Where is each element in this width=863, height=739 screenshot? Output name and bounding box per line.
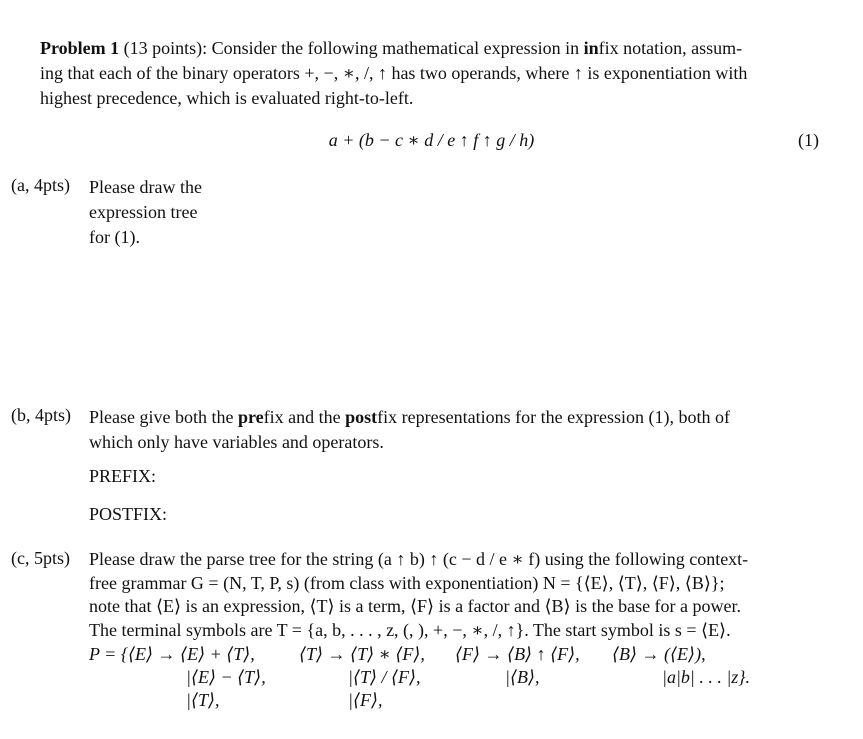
part-c-line-4: The terminal symbols are T = {a, b, . . . , z, (, ), +, −, ∗, /, ↑}. The start symbol is s = ⟨E⟩. (89, 619, 731, 640)
intro-text-fix: fix notation, assum- (598, 38, 743, 58)
part-a-line-3: for (1). (89, 227, 140, 247)
intro-line-2: ing that each of the binary operators +, −, ∗, /, ↑ has two operands, where ↑ is exponentiation with (40, 63, 748, 83)
production-b-paren: ⟨B⟩ → (⟨E⟩), (612, 644, 706, 664)
problem-intro (40, 36, 825, 111)
production-t-factor: |⟨F⟩, (348, 690, 383, 710)
postfix-label: POSTFIX: (89, 504, 168, 524)
part-a-text (89, 175, 289, 250)
production-e-plus: P = {⟨E⟩ → ⟨E⟩ + ⟨T⟩, (89, 644, 255, 664)
production-f-power: ⟨F⟩ → ⟨B⟩ ↑ ⟨F⟩, (455, 644, 580, 664)
production-e-term: |⟨T⟩, (186, 690, 220, 710)
part-c-line-1: Please draw the parse tree for the string (a ↑ b) ↑ (c − d / e ∗ f) using the following context- (89, 549, 749, 569)
part-b-text-mid: fix and the (263, 407, 346, 427)
production-f-base: |⟨B⟩, (505, 667, 540, 687)
grammar-productions (0, 643, 863, 733)
intro-bold-in: in (583, 38, 599, 58)
part-b-text-pre: Please give both the (89, 407, 238, 427)
problem-heading: Problem 1 (40, 38, 120, 58)
prefix-label: PREFIX: (89, 466, 157, 486)
part-b-bold-post: post (345, 407, 378, 427)
part-b-text (89, 405, 825, 455)
production-b-letters: |a|b| . . . |z}. (662, 667, 750, 687)
intro-line-3: highest precedence, which is evaluated right-to-left. (40, 88, 414, 108)
part-a-line-2: expression tree (89, 202, 198, 222)
part-c-line-2: free grammar G = (N, T, P, s) (from class with exponentiation) N = {⟨E⟩, ⟨T⟩, ⟨F⟩, ⟨B⟩}; (89, 572, 725, 593)
part-b-bold-pre: pre (237, 407, 264, 427)
intro-text-pre: Consider the following mathematical expression in (211, 38, 584, 58)
part-c-label: (c, 5pts) (11, 548, 70, 568)
part-c-text (89, 548, 825, 642)
part-a-line-1: Please draw the (89, 177, 202, 197)
problem-points: (13 points): (123, 38, 208, 58)
production-t-times: ⟨T⟩ → ⟨T⟩ ∗ ⟨F⟩, (299, 644, 425, 664)
part-b-label: (b, 4pts) (11, 405, 71, 425)
equation-number: (1) (798, 130, 819, 150)
production-e-minus: |⟨E⟩ − ⟨T⟩, (186, 667, 266, 687)
part-b-line-2: which only have variables and operators. (89, 432, 384, 452)
part-a-label: (a, 4pts) (11, 175, 70, 195)
production-t-divide: |⟨T⟩ / ⟨F⟩, (348, 667, 421, 687)
part-c-line-3: note that ⟨E⟩ is an expression, ⟨T⟩ is a term, ⟨F⟩ is a factor and ⟨B⟩ is the base for a power. (89, 596, 742, 616)
equation-expression: a + (b − c ∗ d / e ↑ f ↑ g / h) (328, 130, 535, 150)
part-b-text-post: fix representations for the expression (1), both of (377, 407, 731, 427)
